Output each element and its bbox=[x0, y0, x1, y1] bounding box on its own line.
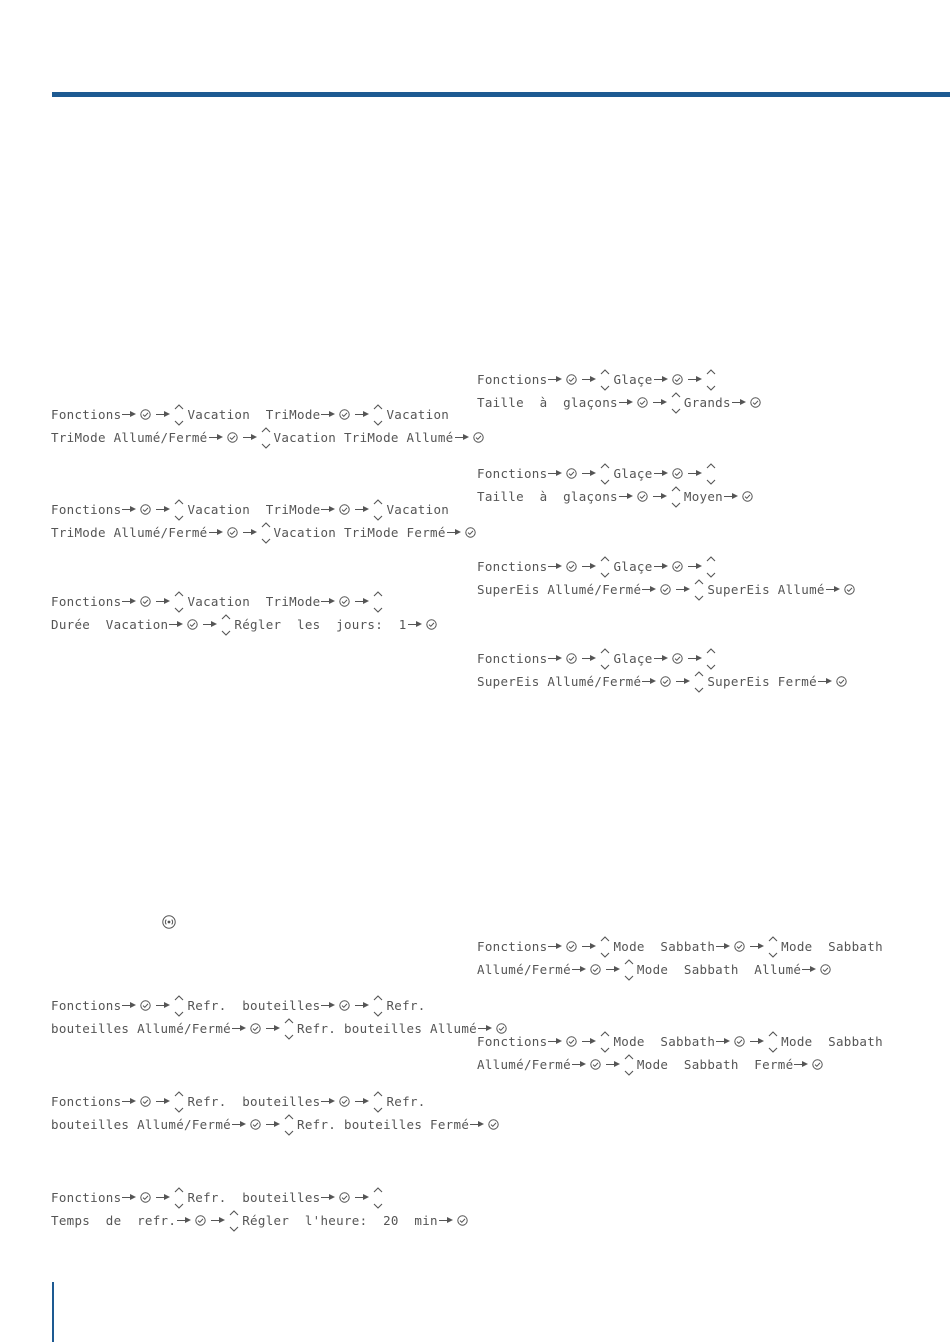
up-down-arrows-icon bbox=[284, 1018, 294, 1040]
check-circle-icon bbox=[465, 527, 476, 538]
step-label: Vacation TriMode bbox=[187, 502, 321, 517]
sequence-line bbox=[477, 935, 883, 958]
check-circle-icon bbox=[457, 1215, 468, 1226]
step-label: Refr. bouteilles bbox=[187, 998, 321, 1013]
arrow-right-icon bbox=[355, 506, 369, 514]
arrow-right-icon bbox=[122, 1002, 136, 1010]
check-circle-icon bbox=[590, 964, 601, 975]
step-label: Régler l'heure: 20 min bbox=[242, 1213, 438, 1228]
arrow-right-icon bbox=[688, 470, 702, 478]
arrow-right-icon bbox=[156, 1194, 170, 1202]
arrow-right-icon bbox=[447, 529, 461, 537]
arrow-right-icon bbox=[619, 399, 633, 407]
up-down-arrows-icon bbox=[373, 995, 383, 1017]
check-circle-icon bbox=[473, 432, 484, 443]
arrow-right-icon bbox=[122, 411, 136, 419]
check-circle-icon bbox=[339, 504, 350, 515]
step-label: TriMode Allumé/Fermé bbox=[51, 525, 208, 540]
step-label: Refr. bbox=[386, 1094, 426, 1109]
check-circle-icon bbox=[820, 964, 831, 975]
step-label: Vacation TriMode bbox=[187, 594, 321, 609]
step-label: Vacation bbox=[386, 407, 450, 422]
arrow-right-icon bbox=[321, 598, 335, 606]
step-label: Allumé/Fermé bbox=[477, 962, 571, 977]
up-down-arrows-icon bbox=[671, 486, 681, 508]
arrow-right-icon bbox=[688, 563, 702, 571]
arrow-right-icon bbox=[548, 470, 562, 478]
step-label: Refr. bouteilles Allumé bbox=[297, 1021, 477, 1036]
check-circle-icon bbox=[566, 1036, 577, 1047]
step-label: Glaçe bbox=[613, 651, 653, 666]
sequence-line bbox=[477, 462, 757, 485]
sequence-line bbox=[51, 994, 511, 1017]
sequence-line bbox=[51, 1090, 503, 1113]
arrow-right-icon bbox=[266, 1121, 280, 1129]
arrow-right-icon bbox=[582, 655, 596, 663]
step-label: Mode Sabbath bbox=[613, 1034, 716, 1049]
sequence-line bbox=[51, 1017, 511, 1040]
up-down-arrows-icon bbox=[174, 404, 184, 426]
arrow-right-icon bbox=[156, 1098, 170, 1106]
arrow-right-icon bbox=[606, 1061, 620, 1069]
sequence-line bbox=[51, 403, 488, 426]
wireless-icon bbox=[162, 914, 176, 933]
up-down-arrows-icon bbox=[373, 499, 383, 521]
arrow-right-icon bbox=[122, 598, 136, 606]
step-label: Fonctions bbox=[477, 651, 548, 666]
step-label: Fonctions bbox=[477, 939, 548, 954]
up-down-arrows-icon bbox=[174, 995, 184, 1017]
sequence-line bbox=[51, 613, 441, 636]
up-down-arrows-icon bbox=[694, 671, 704, 693]
step-label: SuperEis Allumé bbox=[707, 582, 825, 597]
step-label: Fonctions bbox=[51, 502, 122, 517]
step-label: Fonctions bbox=[51, 594, 122, 609]
sequence-line bbox=[477, 1053, 883, 1076]
up-down-arrows-icon bbox=[600, 369, 610, 391]
arrow-right-icon bbox=[209, 529, 223, 537]
step-label: Fonctions bbox=[51, 407, 122, 422]
arrow-right-icon bbox=[802, 966, 816, 974]
check-circle-icon bbox=[734, 941, 745, 952]
step-label: Fonctions bbox=[477, 559, 548, 574]
sequence-line bbox=[477, 958, 883, 981]
check-circle-icon bbox=[339, 1192, 350, 1203]
up-down-arrows-icon bbox=[768, 936, 778, 958]
arrow-right-icon bbox=[321, 1002, 335, 1010]
header-rule bbox=[52, 92, 950, 97]
arrow-right-icon bbox=[156, 1002, 170, 1010]
check-circle-icon bbox=[637, 397, 648, 408]
arrow-right-icon bbox=[653, 399, 667, 407]
arrow-right-icon bbox=[642, 586, 656, 594]
arrow-right-icon bbox=[439, 1217, 453, 1225]
arrow-right-icon bbox=[688, 655, 702, 663]
arrow-right-icon bbox=[177, 1217, 191, 1225]
up-down-arrows-icon bbox=[624, 959, 634, 981]
step-label: Fonctions bbox=[51, 998, 122, 1013]
arrow-right-icon bbox=[688, 376, 702, 384]
arrow-right-icon bbox=[582, 376, 596, 384]
sequence-supereis-off bbox=[477, 647, 851, 693]
arrow-right-icon bbox=[355, 1194, 369, 1202]
step-label: Vacation bbox=[386, 502, 450, 517]
arrow-right-icon bbox=[582, 470, 596, 478]
step-label: Vacation TriMode bbox=[187, 407, 321, 422]
arrow-right-icon bbox=[122, 1098, 136, 1106]
arrow-right-icon bbox=[156, 411, 170, 419]
arrow-right-icon bbox=[209, 434, 223, 442]
arrow-right-icon bbox=[826, 586, 840, 594]
arrow-right-icon bbox=[642, 678, 656, 686]
check-circle-icon bbox=[812, 1059, 823, 1070]
step-label: Taille à glaçons bbox=[477, 395, 618, 410]
arrow-right-icon bbox=[572, 1061, 586, 1069]
check-circle-icon bbox=[140, 409, 151, 420]
step-label: bouteilles Allumé/Fermé bbox=[51, 1117, 231, 1132]
up-down-arrows-icon bbox=[624, 1054, 634, 1076]
arrow-right-icon bbox=[676, 678, 690, 686]
step-label: Durée Vacation bbox=[51, 617, 169, 632]
step-label: Refr. bouteilles Fermé bbox=[297, 1117, 470, 1132]
arrow-right-icon bbox=[266, 1025, 280, 1033]
step-label: Mode Sabbath bbox=[781, 939, 883, 954]
step-label: Taille à glaçons bbox=[477, 489, 618, 504]
check-circle-icon bbox=[590, 1059, 601, 1070]
arrow-right-icon bbox=[321, 411, 335, 419]
sequence-line bbox=[51, 590, 441, 613]
up-down-arrows-icon bbox=[600, 648, 610, 670]
sequence-line bbox=[51, 498, 480, 521]
sequence-line bbox=[477, 485, 757, 508]
arrow-right-icon bbox=[169, 621, 183, 629]
arrow-right-icon bbox=[156, 506, 170, 514]
arrow-right-icon bbox=[654, 470, 668, 478]
check-circle-icon bbox=[660, 584, 671, 595]
up-down-arrows-icon bbox=[671, 392, 681, 414]
up-down-arrows-icon bbox=[174, 1091, 184, 1113]
arrow-right-icon bbox=[716, 943, 730, 951]
check-circle-icon bbox=[672, 653, 683, 664]
check-circle-icon bbox=[844, 584, 855, 595]
arrow-right-icon bbox=[582, 1038, 596, 1046]
arrow-right-icon bbox=[455, 434, 469, 442]
arrow-right-icon bbox=[355, 1002, 369, 1010]
sequence-line bbox=[477, 391, 765, 414]
sequence-ice-medium bbox=[477, 462, 757, 508]
check-circle-icon bbox=[339, 409, 350, 420]
arrow-right-icon bbox=[470, 1121, 484, 1129]
arrow-right-icon bbox=[606, 966, 620, 974]
step-label: Refr. bouteilles bbox=[187, 1094, 321, 1109]
arrow-right-icon bbox=[582, 563, 596, 571]
sequence-line bbox=[477, 670, 851, 693]
up-down-arrows-icon bbox=[284, 1114, 294, 1136]
step-label: Moyen bbox=[683, 489, 724, 504]
up-down-arrows-icon bbox=[373, 404, 383, 426]
sequence-line bbox=[477, 578, 859, 601]
up-down-arrows-icon bbox=[706, 369, 716, 391]
check-circle-icon bbox=[140, 596, 151, 607]
check-circle-icon bbox=[566, 561, 577, 572]
check-circle-icon bbox=[140, 1192, 151, 1203]
up-down-arrows-icon bbox=[600, 1031, 610, 1053]
step-label: Mode Sabbath Allumé bbox=[636, 962, 802, 977]
arrow-right-icon bbox=[724, 493, 738, 501]
step-label: Régler les jours: 1 bbox=[234, 617, 407, 632]
sequence-vacation-duration bbox=[51, 590, 441, 636]
check-circle-icon bbox=[227, 527, 238, 538]
sequence-ice-large bbox=[477, 368, 765, 414]
sequence-line bbox=[51, 521, 480, 544]
arrow-right-icon bbox=[619, 493, 633, 501]
step-label: Vacation TriMode Fermé bbox=[273, 525, 446, 540]
up-down-arrows-icon bbox=[373, 1091, 383, 1113]
arrow-right-icon bbox=[654, 376, 668, 384]
check-circle-icon bbox=[660, 676, 671, 687]
arrow-right-icon bbox=[654, 655, 668, 663]
arrow-right-icon bbox=[653, 493, 667, 501]
sequence-sabbath-on bbox=[477, 935, 883, 981]
step-label: Mode Sabbath Fermé bbox=[636, 1057, 794, 1072]
check-circle-icon bbox=[566, 468, 577, 479]
sequence-bottle-cooling-on bbox=[51, 994, 511, 1040]
arrow-right-icon bbox=[122, 506, 136, 514]
up-down-arrows-icon bbox=[261, 427, 271, 449]
sequence-line bbox=[51, 1186, 472, 1209]
sequence-supereis-on bbox=[477, 555, 859, 601]
arrow-right-icon bbox=[321, 506, 335, 514]
sequence-line bbox=[477, 368, 765, 391]
arrow-right-icon bbox=[355, 1098, 369, 1106]
up-down-arrows-icon bbox=[706, 556, 716, 578]
check-circle-icon bbox=[742, 491, 753, 502]
arrow-right-icon bbox=[572, 966, 586, 974]
arrow-right-icon bbox=[548, 1038, 562, 1046]
step-label: Glaçe bbox=[613, 372, 653, 387]
arrow-right-icon bbox=[750, 1038, 764, 1046]
up-down-arrows-icon bbox=[373, 1187, 383, 1209]
arrow-right-icon bbox=[211, 1217, 225, 1225]
arrow-right-icon bbox=[676, 586, 690, 594]
step-label: Fonctions bbox=[477, 466, 548, 481]
check-circle-icon bbox=[250, 1119, 261, 1130]
arrow-right-icon bbox=[122, 1194, 136, 1202]
step-label: Refr. bbox=[386, 998, 426, 1013]
arrow-right-icon bbox=[243, 529, 257, 537]
check-circle-icon bbox=[672, 374, 683, 385]
arrow-right-icon bbox=[232, 1025, 246, 1033]
sequence-line bbox=[51, 426, 488, 449]
arrow-right-icon bbox=[321, 1194, 335, 1202]
up-down-arrows-icon bbox=[221, 614, 231, 636]
sequence-vacation-off bbox=[51, 498, 480, 544]
up-down-arrows-icon bbox=[174, 591, 184, 613]
arrow-right-icon bbox=[355, 411, 369, 419]
up-down-arrows-icon bbox=[373, 591, 383, 613]
step-label: Mode Sabbath bbox=[613, 939, 716, 954]
step-label: Fonctions bbox=[477, 372, 548, 387]
sequence-line bbox=[477, 1030, 883, 1053]
sequence-bottle-cooling-off bbox=[51, 1090, 503, 1136]
up-down-arrows-icon bbox=[600, 463, 610, 485]
up-down-arrows-icon bbox=[600, 936, 610, 958]
up-down-arrows-icon bbox=[706, 648, 716, 670]
check-circle-icon bbox=[750, 397, 761, 408]
arrow-right-icon bbox=[548, 376, 562, 384]
check-circle-icon bbox=[672, 468, 683, 479]
sequence-line bbox=[477, 647, 851, 670]
check-circle-icon bbox=[566, 941, 577, 952]
check-circle-icon bbox=[187, 619, 198, 630]
up-down-arrows-icon bbox=[229, 1210, 239, 1232]
step-label: Vacation TriMode Allumé bbox=[273, 430, 454, 445]
footer-margin-rule bbox=[52, 1282, 54, 1342]
step-label: SuperEis Allumé/Fermé bbox=[477, 674, 642, 689]
check-circle-icon bbox=[734, 1036, 745, 1047]
arrow-right-icon bbox=[548, 943, 562, 951]
check-circle-icon bbox=[566, 653, 577, 664]
arrow-right-icon bbox=[732, 399, 746, 407]
arrow-right-icon bbox=[750, 943, 764, 951]
check-circle-icon bbox=[140, 504, 151, 515]
check-circle-icon bbox=[339, 1096, 350, 1107]
step-label: SuperEis Allumé/Fermé bbox=[477, 582, 642, 597]
sequence-cooling-time bbox=[51, 1186, 472, 1232]
up-down-arrows-icon bbox=[261, 522, 271, 544]
check-circle-icon bbox=[227, 432, 238, 443]
arrow-right-icon bbox=[243, 434, 257, 442]
step-label: Fonctions bbox=[477, 1034, 548, 1049]
arrow-right-icon bbox=[654, 563, 668, 571]
arrow-right-icon bbox=[716, 1038, 730, 1046]
up-down-arrows-icon bbox=[768, 1031, 778, 1053]
step-label: TriMode Allumé/Fermé bbox=[51, 430, 208, 445]
step-label: Glaçe bbox=[613, 466, 653, 481]
arrow-right-icon bbox=[818, 678, 832, 686]
step-label: Glaçe bbox=[613, 559, 653, 574]
up-down-arrows-icon bbox=[174, 499, 184, 521]
step-label: SuperEis Fermé bbox=[707, 674, 817, 689]
arrow-right-icon bbox=[582, 943, 596, 951]
check-circle-icon bbox=[195, 1215, 206, 1226]
arrow-right-icon bbox=[232, 1121, 246, 1129]
check-circle-icon bbox=[488, 1119, 499, 1130]
check-circle-icon bbox=[566, 374, 577, 385]
arrow-right-icon bbox=[794, 1061, 808, 1069]
step-label: Mode Sabbath bbox=[781, 1034, 883, 1049]
arrow-right-icon bbox=[203, 621, 217, 629]
step-label: Grands bbox=[683, 395, 731, 410]
up-down-arrows-icon bbox=[706, 463, 716, 485]
sequence-line bbox=[51, 1209, 472, 1232]
check-circle-icon bbox=[426, 619, 437, 630]
up-down-arrows-icon bbox=[600, 556, 610, 578]
arrow-right-icon bbox=[548, 563, 562, 571]
check-circle-icon bbox=[140, 1000, 151, 1011]
check-circle-icon bbox=[637, 491, 648, 502]
step-label: Fonctions bbox=[51, 1094, 122, 1109]
arrow-right-icon bbox=[355, 598, 369, 606]
arrow-right-icon bbox=[321, 1098, 335, 1106]
up-down-arrows-icon bbox=[694, 579, 704, 601]
sequence-line bbox=[51, 1113, 503, 1136]
sequence-line bbox=[477, 555, 859, 578]
sequence-sabbath-off bbox=[477, 1030, 883, 1076]
check-circle-icon bbox=[339, 596, 350, 607]
arrow-right-icon bbox=[156, 598, 170, 606]
arrow-right-icon bbox=[548, 655, 562, 663]
sequence-vacation-on bbox=[51, 403, 488, 449]
step-label: Temps de refr. bbox=[51, 1213, 177, 1228]
step-label: Refr. bouteilles bbox=[187, 1190, 321, 1205]
check-circle-icon bbox=[836, 676, 847, 687]
check-circle-icon bbox=[250, 1023, 261, 1034]
check-circle-icon bbox=[140, 1096, 151, 1107]
arrow-right-icon bbox=[408, 621, 422, 629]
step-label: bouteilles Allumé/Fermé bbox=[51, 1021, 231, 1036]
up-down-arrows-icon bbox=[174, 1187, 184, 1209]
step-label: Allumé/Fermé bbox=[477, 1057, 571, 1072]
check-circle-icon bbox=[339, 1000, 350, 1011]
step-label: Fonctions bbox=[51, 1190, 122, 1205]
check-circle-icon bbox=[672, 561, 683, 572]
